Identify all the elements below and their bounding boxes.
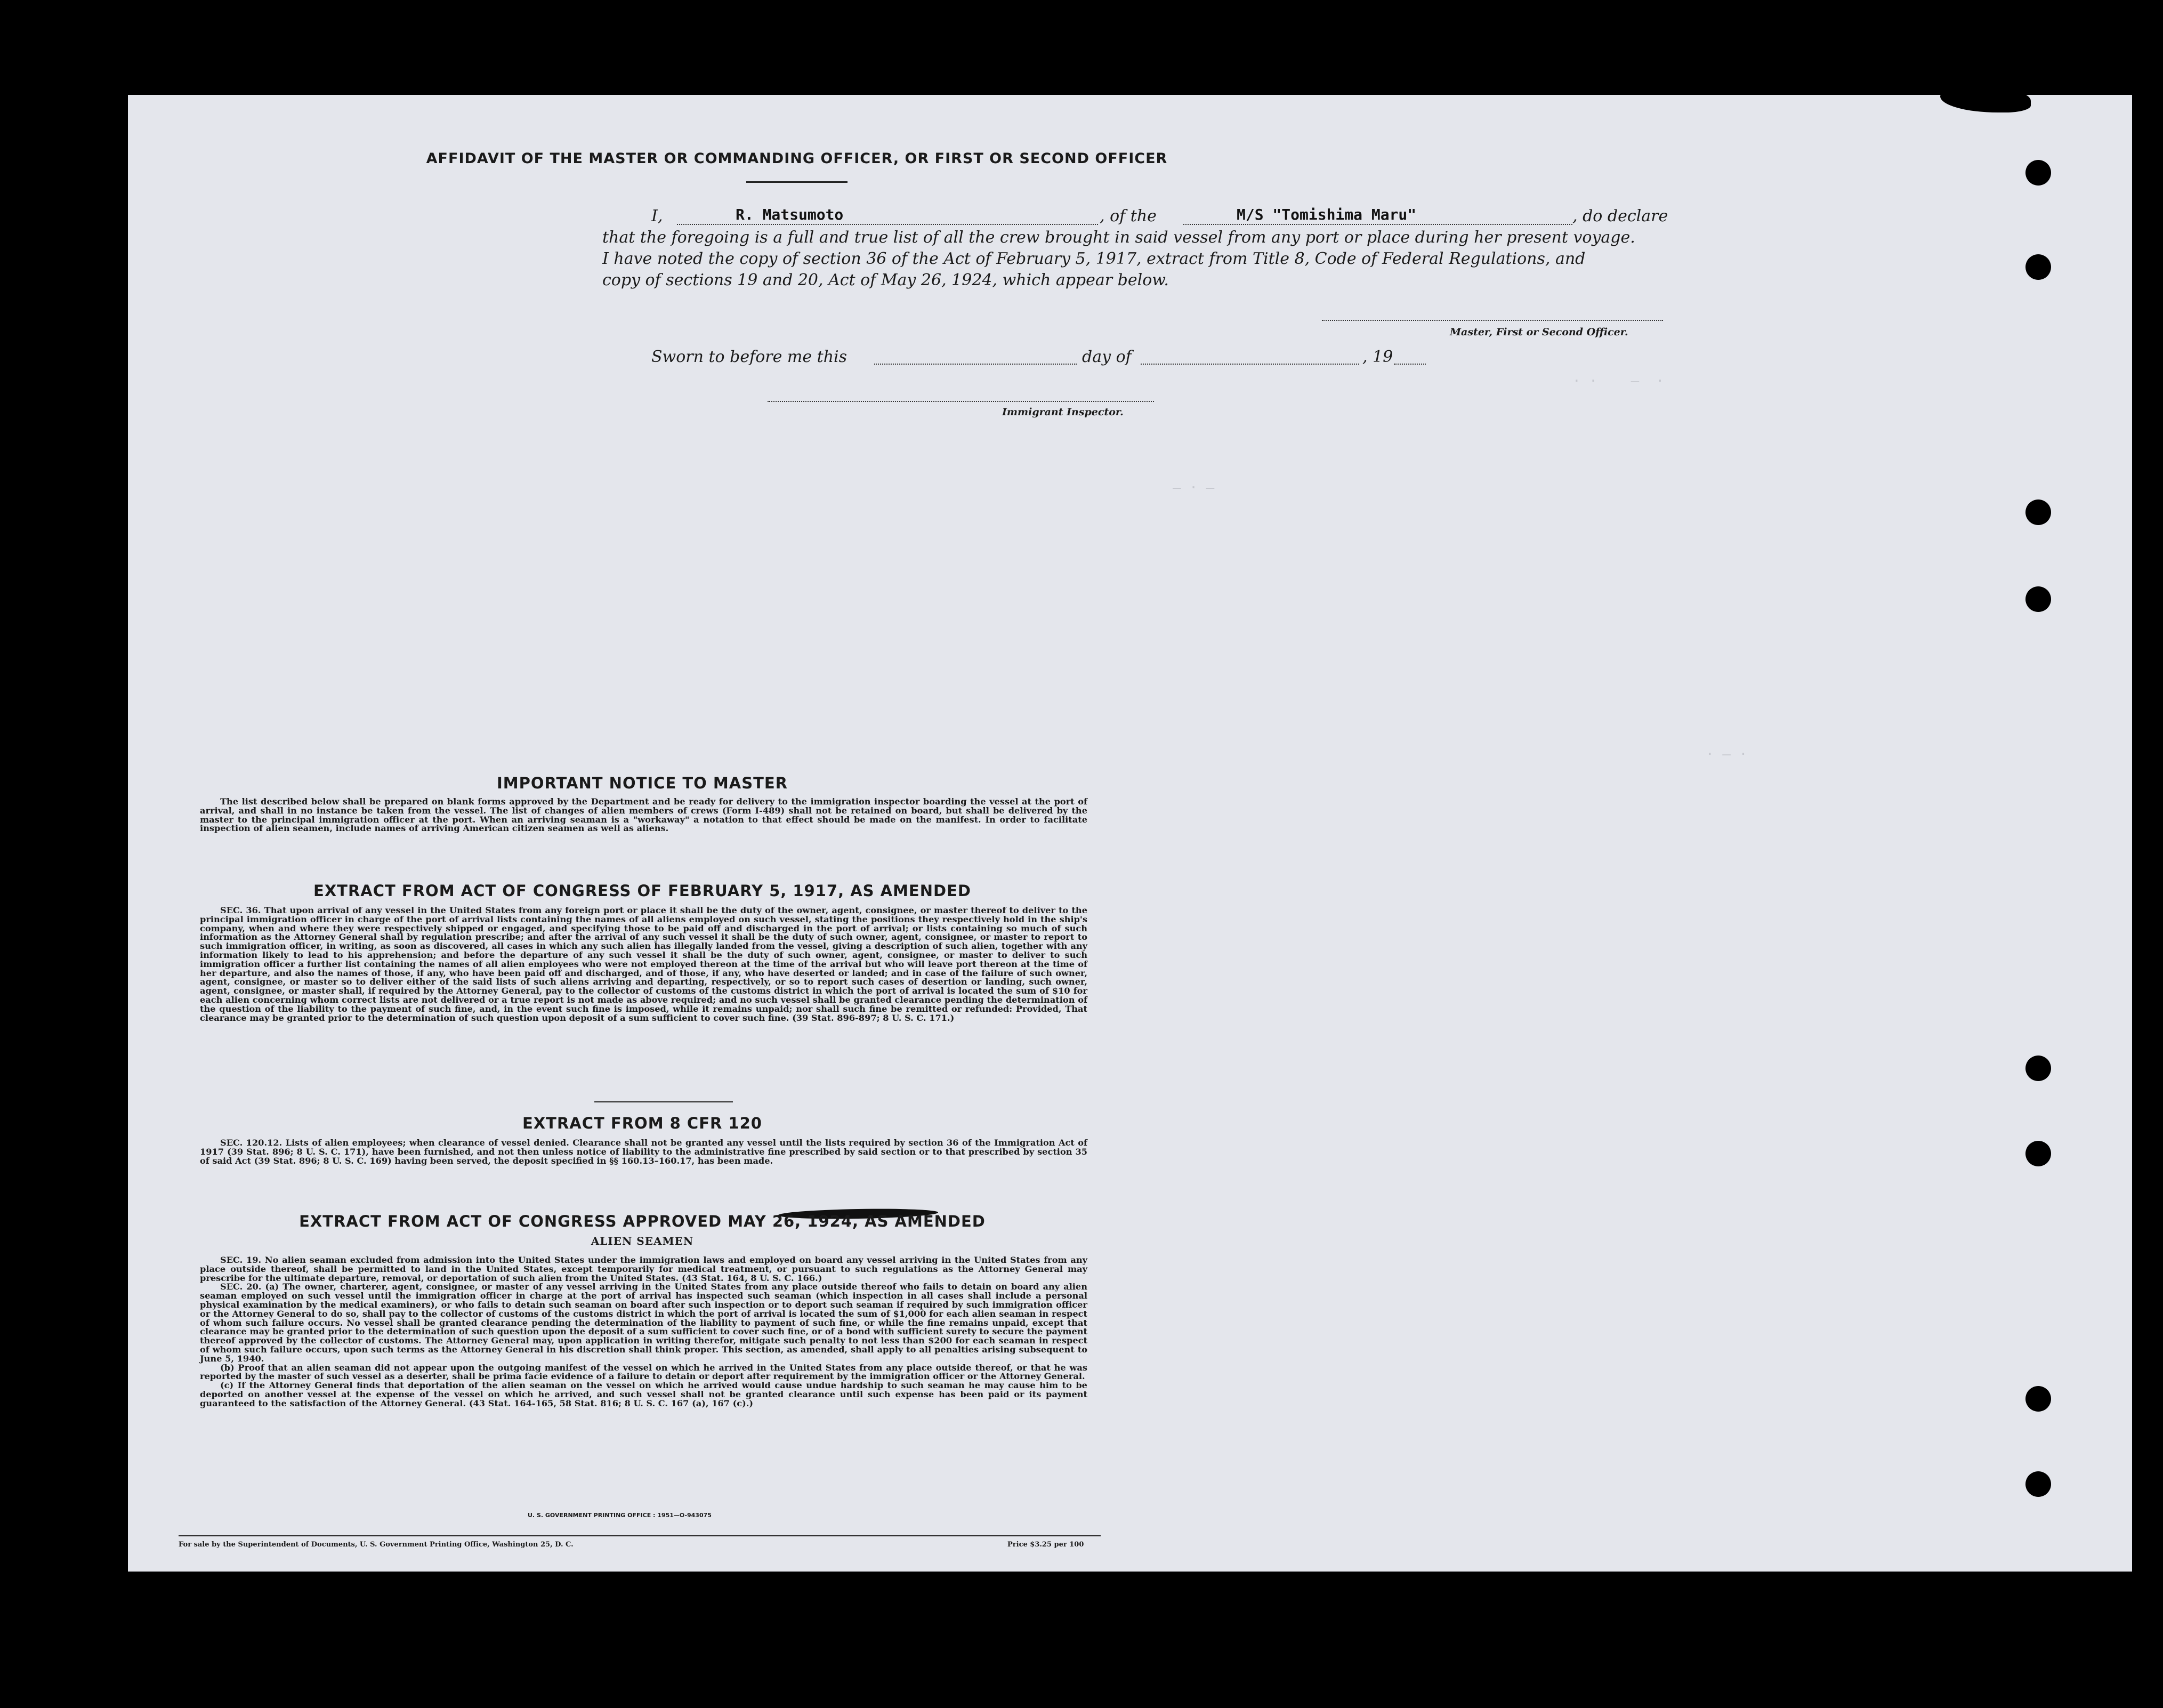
affidavit-line-3: I have noted the copy of section 36 of the Act of February 5, 1917, extract from Title 8, Code of Federal Regulations, and: [602, 249, 1586, 268]
bleed-through: · — ·: [1706, 746, 1748, 762]
divider: [594, 1101, 733, 1102]
name-field-line: [677, 224, 1098, 225]
sec-20b: (b) Proof that an alien seaman did not appear upon the outgoing manifest of the vessel on which he arrived in the United States from any place outside thereof, or that he was reported by the master of such vessel as a deserter, shall be prima facie evidence of a failure to detain or deport after requirement by the immigration officer or the Attorney General.: [200, 1362, 1087, 1382]
vessel-name: M/S "Tomishima Maru": [1237, 206, 1417, 223]
extract-1924-heading: EXTRACT FROM ACT OF CONGRESS APPROVED MAY 26, 1924, AS AMENDED: [299, 1212, 986, 1230]
signature-line: [1322, 320, 1663, 321]
vessel-field-line: [1183, 224, 1572, 225]
sec-19: SEC. 19. No alien seaman excluded from admission into the United States under the immigration laws and employed on board any vessel arriving in the United States from any place outside thereof, shall be permitted to land in the United States, except temporarily for medical treatment, or pursuant to such regulations as the Attorney General may prescribe for the ultimate departure, removal, or deportation of such alien from the United States. (43 Stat. 164, 8 U. S. C. 166.): [200, 1255, 1087, 1283]
sworn-day-line: [874, 364, 1077, 365]
affidavit-line-2: that the foregoing is a full and true list of all the crew brought in said vessel from any port or place during her present voyage.: [602, 228, 1635, 247]
for-sale-note: For sale by the Superintendent of Documents, U. S. Government Printing Office, Washington 25, D. C.: [179, 1541, 574, 1549]
sworn-day-of: day of: [1082, 348, 1132, 366]
punch-hole: [2025, 1141, 2051, 1166]
sworn-year: , 19: [1362, 348, 1393, 366]
extract-1917-text: SEC. 36. That upon arrival of any vessel in the United States from any foreign port or place it shall be the duty of the owner, agent, consignee, or master thereof to deliver to the principal immigration officer in charge of the port of arrival lists containing the names of all aliens employed on such vessel, stating the positions they respectively hold in the ship's company, when and where they were respectively shipped or engaged, and specifying those to be paid off and discharged in the port of arrival; or lists containing so much of such information as the Attorney General shall by regulation prescribe; and after the arrival of any such vessel it shall be the duty of such owner, agent, consignee, or master to report to such immigration officer, in writing, as soon as discovered, all cases in which any such alien has illegally landed from the vessel, giving a description of such alien, together with any information likely to lead to his apprehension; and before the departure of any such vessel it shall be the duty of such owner, agent, consignee, or master to deliver to such immigration officer a further list containing the names of all alien employees who were not employed thereon at the time of the arrival but who will leave port thereon at the time of her departure, and also the names of those, if any, who have been paid off and discharged, and of those, if any, who have deserted or landed; and in case of the failure of such owner, agent, consignee, or master so to deliver either of the said lists of such aliens arriving and departing, respectively, or so to report such cases of desertion or landing, such owner, agent, consignee, or master shall, if required by the Attorney General, pay to the collector of customs of the customs district in which the port of arrival is located the sum of $10 for each alien concerning whom correct lists are not delivered or a true report is not made as above required; and no such vessel shall be granted clearance pending the determination of the question of the liability to the payment of such fine, and, in the event such fine is imposed, while it remains unpaid; nor shall such fine be remitted or refunded: Provided, That clearance may be granted prior to the determination of such question upon deposit of a sum sufficient to cover such fine. (39 Stat. 896-897; 8 U. S. C. 171.): [200, 905, 1087, 1023]
punch-hole: [2025, 1386, 2051, 1412]
sworn-year-line: [1394, 364, 1426, 365]
bleed-through: — · —: [1173, 480, 1215, 496]
inspector-label: Immigrant Inspector.: [1002, 406, 1124, 418]
signature-label: Master, First or Second Officer.: [1450, 326, 1628, 338]
punch-hole: [2025, 1471, 2051, 1497]
notice-heading: IMPORTANT NOTICE TO MASTER: [496, 774, 788, 792]
inspector-line: [768, 401, 1154, 402]
sworn-prefix: Sworn to before me this: [651, 348, 848, 366]
sec-20c: (c) If the Attorney General finds that deportation of the alien seaman on the vessel on which he arrived would cause undue hardship to such seaman he may cause him to be deported on another vessel at the expense of the vessel on which he arrived, and such vessel shall not be granted clearance until such expense has been paid or its payment guaranteed to the satisfaction of the Attorney General. (43 Stat. 164-165, 58 Stat. 816; 8 U. S. C. 167 (a), 167 (c).): [200, 1380, 1087, 1408]
price-note: Price $3.25 per 100: [1007, 1541, 1084, 1549]
extract-1924-text: [200, 1256, 1087, 1408]
master-name: R. Matsumoto: [736, 206, 844, 223]
bleed-through: · · — ·: [1572, 373, 1665, 389]
footer-rule: [179, 1535, 1101, 1536]
affidavit-of-the: , of the: [1100, 207, 1157, 225]
printing-office: U. S. GOVERNMENT PRINTING OFFICE : 1951—O-943075: [528, 1512, 712, 1519]
affidavit-i: I,: [651, 207, 663, 225]
extract-cfr-heading: EXTRACT FROM 8 CFR 120: [522, 1114, 762, 1132]
punch-hole: [2025, 160, 2051, 186]
alien-seamen-subheading: ALIEN SEAMEN: [591, 1235, 694, 1247]
extract-cfr-text: SEC. 120.12. Lists of alien employees; when clearance of vessel denied. Clearance shall not be granted any vessel until the lists required by section 36 of the Immigration Act of 1917 (39 Stat. 896; 8 U. S. C. 171), have been furnished, and not then unless notice of liability to the administrative fine prescribed by said section or to that prescribed by section 35 of said Act (39 Stat. 896; 8 U. S. C. 169) having been served, the deposit specified in §§ 160.13–160.17, has been made.: [200, 1138, 1087, 1166]
punch-hole: [2025, 586, 2051, 612]
sec-20a: SEC. 20. (a) The owner, charterer, agent, consignee, or master of any vessel arriving in the United States from any place outside thereof who fails to detain on board any alien seaman employed on such vessel until the immigration officer in charge at the port of arrival has inspected such seaman (which inspection in all cases shall include a personal physical examination by the medical examiners), or who fails to detain such seaman on board after such inspection or to deport such seaman if required by such immigration officer or the Attorney General to do so, shall pay to the collector of customs of the customs district in which the port of arrival is located the sum of $1,000 for each alien seaman in respect of whom such failure occurs. No vessel shall be granted clearance pending the determination of the liability to payment of such fine, or while the fine remains unpaid, except that clearance may be granted prior to the determination of such question upon the deposit of a sum sufficient to cover such fine, or of a bond with sufficient surety to secure the payment thereof approved by the collector of customs. The Attorney General may, upon application in writing therefor, mitigate such penalty to not less than $200 for each seaman in respect of whom such failure occurs, upon such terms as the Attorney General in his discretion shall think proper. This section, as amended, shall apply to all penalties arising subsequent to June 5, 1940.: [200, 1282, 1087, 1364]
divider: [746, 181, 848, 183]
affidavit-declare: , do declare: [1572, 207, 1668, 225]
sworn-month-line: [1141, 364, 1359, 365]
punch-hole: [2025, 254, 2051, 280]
affidavit-title: AFFIDAVIT OF THE MASTER OR COMMANDING OFFICER, OR FIRST OR SECOND OFFICER: [426, 150, 1168, 167]
punch-hole: [2025, 499, 2051, 525]
affidavit-line-4: copy of sections 19 and 20, Act of May 26, 1924, which appear below.: [602, 271, 1169, 289]
punch-hole: [2025, 1056, 2051, 1081]
notice-text: The list described below shall be prepared on blank forms approved by the Department and be ready for delivery to the immigration inspector boarding the vessel at the port of arrival, and shall in no instance be taken from the vessel. The list of changes of alien members of crews (Form I-489) shall not be retained on board, but shall be delivered by the master to the principal immigration officer at the port. When an arriving seaman is a "workaway" a notation to that effect should be made on the manifest. In order to facilitate inspection of alien seamen, include names of arriving American citizen seamen as well as aliens.: [200, 796, 1087, 834]
extract-1917-heading: EXTRACT FROM ACT OF CONGRESS OF FEBRUARY 5, 1917, AS AMENDED: [313, 882, 971, 900]
